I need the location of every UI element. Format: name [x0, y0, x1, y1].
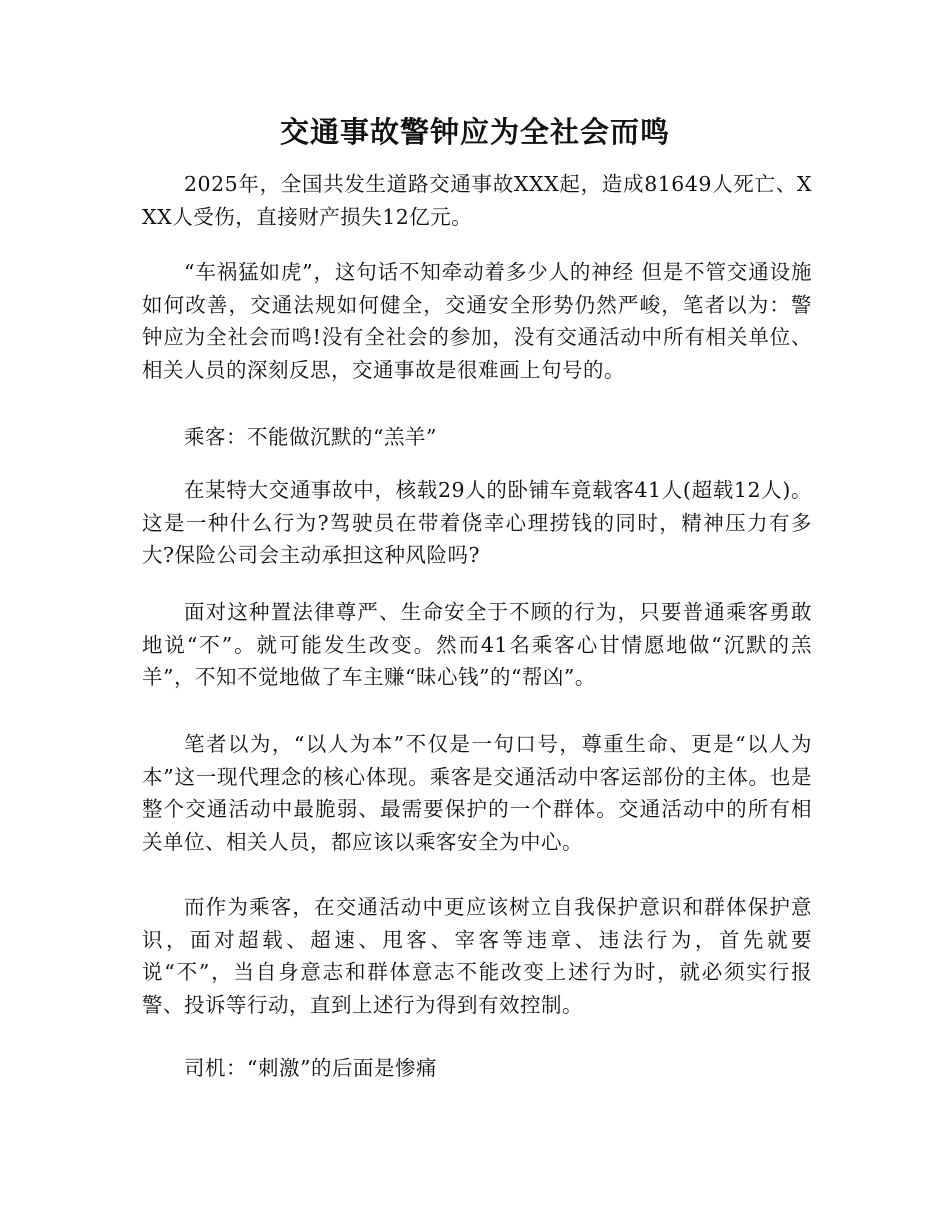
paragraph-overloading-case: 在某特大交通事故中，核载29人的卧铺车竟载客41人(超载12人)。这是一种什么行为?驾驶员在带着侥幸心理捞钱的同时，精神压力有多大?保险公司会主动承担这种风险吗?: [142, 478, 812, 567]
document-title: 交通事故警钟应为全社会而鸣: [279, 115, 670, 149]
paragraph-silent-passengers: 面对这种置法律尊严、生命安全于不顾的行为，只要普通乘客勇敢地说“不”。就可能发生改变。然而41名乘客心甘情愿地做“沉默的羔羊”，不知不觉地做了车主赚“昧心钱”的“帮凶”。: [142, 600, 812, 689]
paragraph-people-oriented: 笔者以为，“以人为本”不仅是一句口号，尊重生命、更是“以人为本”这一现代理念的核心体现。乘客是交通活动中客运部份的主体。也是整个交通活动中最脆弱、最需要保护的一个群体。交通活动中的所有相关单位、相关人员，都应该以乘客安全为中心。: [142, 732, 812, 854]
section-heading-drivers: 司机：“刺激”的后面是惨痛: [184, 1056, 437, 1080]
paragraph-introduction: “车祸猛如虎”，这句话不知牵动着多少人的神经 但是不管交通设施如何改善，交通法规如何健全，交通安全形势仍然严峻，笔者以为：警钟应为全社会而鸣!没有全社会的参加，没有交通活动中所有相关单位、相关人员的深刻反思，交通事故是很难画上句号的。: [142, 260, 812, 382]
section-heading-passengers: 乘客：不能做沉默的“羔羊”: [184, 425, 437, 449]
paragraph-passenger-awareness: 而作为乘客，在交通活动中更应该树立自我保护意识和群体保护意识，面对超载、超速、甩客、宰客等违章、违法行为，首先就要说“不”，当自身意志和群体意志不能改变上述行为时，就必须实行报警、投诉等行动，直到上述行为得到有效控制。: [142, 895, 812, 1017]
paragraph-accident-statistics: 2025年，全国共发生道路交通事故XXX起，造成81649人死亡、XXX人受伤，直接财产损失12亿元。: [142, 172, 812, 229]
